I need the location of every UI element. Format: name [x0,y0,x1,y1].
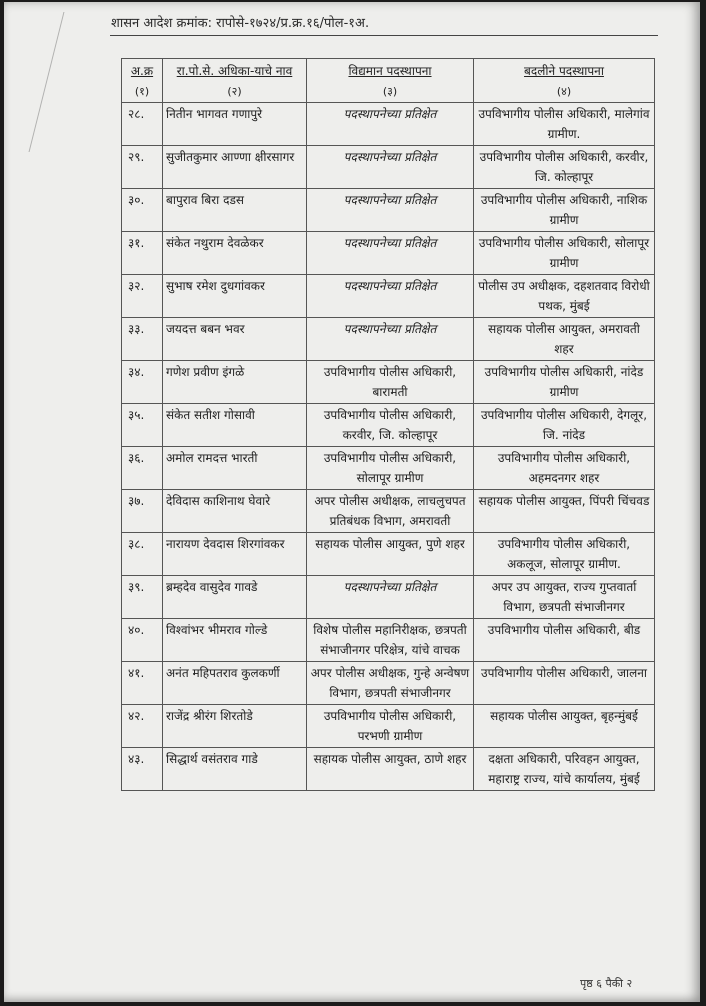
cell-serial: ४२. [122,705,163,748]
table-row [122,146,655,189]
table-row [122,447,655,490]
cell-transfer-posting: उपविभागीय पोलीस अधिकारी, मालेगांव ग्रामीण. [474,103,655,146]
cell-serial: ३८. [122,533,163,576]
cell-officer-name: राजेंद्र श्रीरंग शिरतोडे [163,705,307,748]
table-row [122,103,655,146]
column-header-current: विद्यमान पदस्थापना [307,59,474,83]
cell-current-posting: उपविभागीय पोलीस अधिकारी, सोलापूर ग्रामीण [307,447,474,490]
table-body [122,103,655,791]
cell-serial: ३३. [122,318,163,361]
cell-serial: ३०. [122,189,163,232]
table-row [122,189,655,232]
cell-current-posting: अपर पोलीस अधीक्षक, लाचलुचपत प्रतिबंधक विभाग, अमरावती [307,490,474,533]
table-row [122,318,655,361]
document-header: शासन आदेश क्रमांक: रापोसे-१७२४/प्र.क्र.१६/पोल-१अ. [111,16,370,31]
column-number-row [122,82,655,103]
cell-officer-name: सुजीतकुमार आण्णा क्षीरसागर [163,146,307,189]
cell-transfer-posting: सहायक पोलीस आयुक्त, अमरावती शहर [474,318,655,361]
cell-serial: ४१. [122,662,163,705]
cell-officer-name: विश्वांभर भीमराव गोल्डे [163,619,307,662]
cell-serial: ३९. [122,576,163,619]
column-number: (१) [122,82,163,103]
table-row [122,490,655,533]
cell-serial: ३५. [122,404,163,447]
table-row [122,705,655,748]
cell-serial: ३६. [122,447,163,490]
table-row [122,662,655,705]
cell-officer-name: जयदत्त बबन भवर [163,318,307,361]
cell-officer-name: सुभाष रमेश दुधगांवकर [163,275,307,318]
cell-officer-name: अमोल रामदत्त भारती [163,447,307,490]
cell-current-posting: उपविभागीय पोलीस अधिकारी, करवीर, जि. कोल्हापूर [307,404,474,447]
cell-current-posting: उपविभागीय पोलीस अधिकारी, परभणी ग्रामीण [307,705,474,748]
cell-current-posting: पदस्थापनेच्या प्रतिक्षेत [307,232,474,275]
cell-current-posting: उपविभागीय पोलीस अधिकारी, बारामती [307,361,474,404]
cell-officer-name: नितीन भागवत गणापुरे [163,103,307,146]
cell-serial: ३७. [122,490,163,533]
cell-current-posting: सहायक पोलीस आयुक्त, ठाणे शहर [307,748,474,791]
cell-officer-name: बापुराव बिरा दडस [163,189,307,232]
margin-line [4,12,64,152]
cell-current-posting: पदस्थापनेच्या प्रतिक्षेत [307,576,474,619]
table-row [122,748,655,791]
cell-serial: ३४. [122,361,163,404]
cell-officer-name: देविदास काशिनाथ घेवारे [163,490,307,533]
cell-current-posting: पदस्थापनेच्या प्रतिक्षेत [307,189,474,232]
cell-transfer-posting: उपविभागीय पोलीस अधिकारी, करवीर, जि. कोल्हापूर [474,146,655,189]
column-number: (४) [474,82,655,103]
cell-serial: ३२. [122,275,163,318]
cell-current-posting: पदस्थापनेच्या प्रतिक्षेत [307,146,474,189]
table-row [122,404,655,447]
table-row [122,619,655,662]
cell-serial: ३१. [122,232,163,275]
cell-transfer-posting: अपर उप आयुक्त, राज्य गुप्तवार्ता विभाग, छत्रपती संभाजीनगर [474,576,655,619]
header-rule [110,35,658,36]
cell-serial: २९. [122,146,163,189]
cell-current-posting: पदस्थापनेच्या प्रतिक्षेत [307,318,474,361]
cell-officer-name: ब्रम्हदेव वासुदेव गावडे [163,576,307,619]
cell-serial: २८. [122,103,163,146]
cell-transfer-posting: उपविभागीय पोलीस अधिकारी, देगलूर, जि. नांदेड [474,404,655,447]
cell-transfer-posting: उपविभागीय पोलीस अधिकारी, नाशिक ग्रामीण [474,189,655,232]
cell-officer-name: सिद्धार्थ वसंतराव गाडे [163,748,307,791]
table-header-row [122,59,655,83]
column-number: (२) [163,82,307,103]
column-number: (३) [307,82,474,103]
cell-transfer-posting: उपविभागीय पोलीस अधिकारी, नांदेड ग्रामीण [474,361,655,404]
cell-officer-name: गणेश प्रवीण इंगळे [163,361,307,404]
cell-transfer-posting: उपविभागीय पोलीस अधिकारी, बीड [474,619,655,662]
table-row [122,361,655,404]
column-header-name: रा.पो.से. अधिका-याचे नाव [163,59,307,83]
cell-current-posting: विशेष पोलीस महानिरीक्षक, छत्रपती संभाजीनगर परिक्षेत्र, यांचे वाचक [307,619,474,662]
cell-officer-name: संकेत नथुराम देवळेकर [163,232,307,275]
document-page [4,2,700,1002]
cell-officer-name: संकेत सतीश गोसावी [163,404,307,447]
cell-current-posting: पदस्थापनेच्या प्रतिक्षेत [307,275,474,318]
cell-current-posting: पदस्थापनेच्या प्रतिक्षेत [307,103,474,146]
table-row [122,533,655,576]
cell-transfer-posting: उपविभागीय पोलीस अधिकारी, अहमदनगर शहर [474,447,655,490]
cell-transfer-posting: उपविभागीय पोलीस अधिकारी, जालना [474,662,655,705]
cell-current-posting: सहायक पोलीस आयुक्त, पुणे शहर [307,533,474,576]
column-header-transfer: बदलीने पदस्थापना [474,59,655,83]
table-row [122,232,655,275]
cell-transfer-posting: पोलीस उप अधीक्षक, दहशतवाद विरोधी पथक, मुंबई [474,275,655,318]
cell-transfer-posting: उपविभागीय पोलीस अधिकारी, सोलापूर ग्रामीण [474,232,655,275]
table-row [122,576,655,619]
page-number: पृष्ठ ६ पैकी २ [580,977,633,990]
cell-transfer-posting: सहायक पोलीस आयुक्त, पिंपरी चिंचवड [474,490,655,533]
transfer-table [121,58,655,791]
cell-current-posting: अपर पोलीस अधीक्षक, गुन्हे अन्वेषण विभाग, छत्रपती संभाजीनगर [307,662,474,705]
cell-serial: ४३. [122,748,163,791]
cell-officer-name: अनंत महिपतराव कुलकर्णी [163,662,307,705]
column-header-sr: अ.क्र [122,59,163,83]
cell-serial: ४०. [122,619,163,662]
cell-transfer-posting: उपविभागीय पोलीस अधिकारी, अकलूज, सोलापूर ग्रामीण. [474,533,655,576]
cell-transfer-posting: सहायक पोलीस आयुक्त, बृहन्मुंबई [474,705,655,748]
table-row [122,275,655,318]
cell-transfer-posting: दक्षता अधिकारी, परिवहन आयुक्त, महाराष्ट्र राज्य, यांचे कार्यालय, मुंबई [474,748,655,791]
cell-officer-name: नारायण देवदास शिरगांवकर [163,533,307,576]
